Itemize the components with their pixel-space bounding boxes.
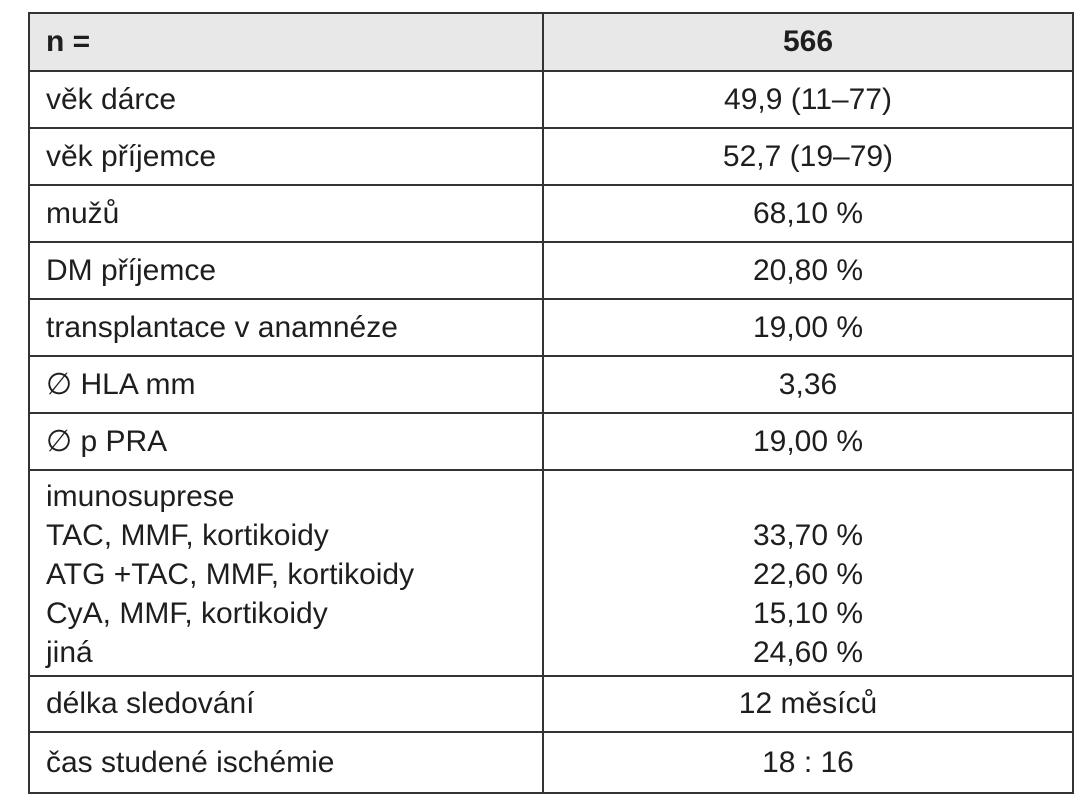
row-value: 3,36	[543, 356, 1073, 413]
table-row	[29, 413, 1073, 470]
table-row	[29, 676, 1073, 732]
header-label: n =	[29, 13, 543, 71]
row-label: ∅ p PRA	[29, 413, 543, 470]
table-row	[29, 128, 1073, 185]
regimen-label: CyA, MMF, kortikoidy	[46, 597, 328, 630]
table-row	[29, 71, 1073, 128]
table-row	[29, 732, 1073, 793]
row-value: 19,00 %	[543, 413, 1073, 470]
table-row	[29, 185, 1073, 242]
row-label: mužů	[29, 185, 543, 242]
row-label: věk příjemce	[29, 128, 543, 185]
immunosuppression-title: imunosuprese	[46, 480, 235, 513]
regimen-label: ATG +TAC, MMF, kortikoidy	[46, 558, 415, 591]
row-label: ∅ HLA mm	[29, 356, 543, 413]
row-label: DM příjemce	[29, 242, 543, 299]
row-label: věk dárce	[29, 71, 543, 128]
header-value: 566	[543, 13, 1073, 71]
row-value: 68,10 %	[543, 185, 1073, 242]
header-row	[29, 13, 1073, 71]
table-row	[29, 299, 1073, 356]
row-value: 19,00 %	[543, 299, 1073, 356]
table-row	[29, 242, 1073, 299]
regimen-value: 15,10 %	[752, 597, 864, 630]
row-value: 20,80 %	[543, 242, 1073, 299]
regimen-value: 22,60 %	[752, 558, 864, 591]
table-row	[29, 356, 1073, 413]
spacer-line	[544, 477, 1072, 516]
immunosuppression-labels	[29, 470, 543, 676]
regimen-label: jiná	[46, 636, 93, 669]
row-label: délka sledování	[29, 676, 543, 732]
row-value: 12 měsíců	[543, 676, 1073, 732]
regimen-label: TAC, MMF, kortikoidy	[46, 519, 329, 552]
row-value: 52,7 (19–79)	[543, 128, 1073, 185]
row-label: transplantace v anamnéze	[29, 299, 543, 356]
data-table	[28, 12, 1074, 794]
row-value: 18 : 16	[543, 732, 1073, 793]
regimen-value: 33,70 %	[752, 519, 864, 552]
row-label: čas studené ischémie	[29, 732, 543, 793]
immunosuppression-row	[29, 470, 1073, 676]
row-value: 49,9 (11–77)	[543, 71, 1073, 128]
regimen-value: 24,60 %	[752, 636, 864, 669]
immunosuppression-values	[543, 470, 1073, 676]
